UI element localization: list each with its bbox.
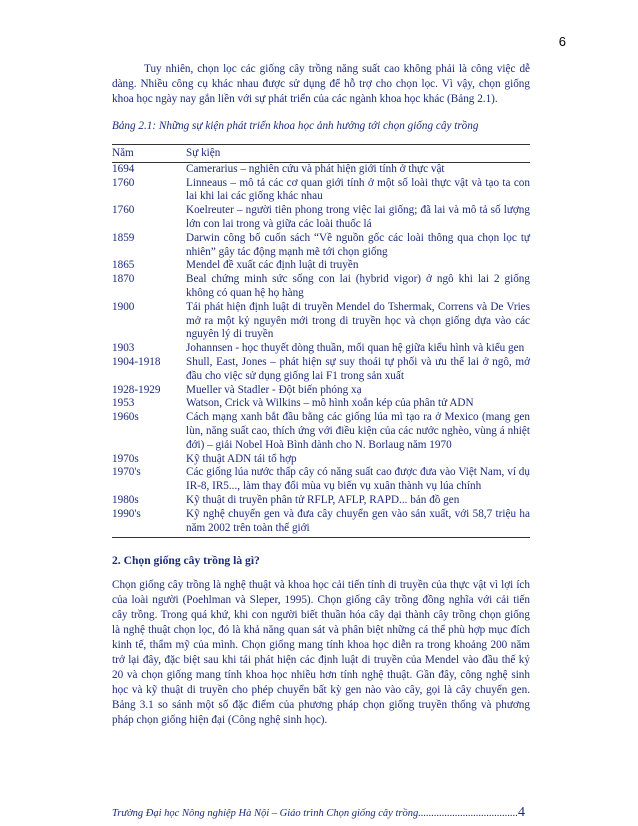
row-year: 1760 — [112, 176, 135, 189]
table-row — [112, 162, 530, 176]
row-year: 1859 — [112, 231, 135, 244]
row-event: Mueller và Stadler - Đột biến phóng xạ — [186, 383, 362, 396]
table-row — [112, 177, 530, 205]
row-event: Beal chứng minh sức sống con lai (hybrid vigor) ở ngô khi lai 2 giống không có quan hệ họ hàng — [186, 273, 530, 299]
header-year: Năm — [112, 145, 186, 163]
table-row — [112, 301, 530, 342]
header-event: Sự kiện — [186, 145, 530, 163]
table-body — [112, 162, 530, 538]
row-year: 1990's — [112, 508, 186, 538]
table-row — [112, 204, 530, 232]
row-event: Johannsen - học thuyết dòng thuần, mối quan hệ giữa kiểu hình và kiểu gen — [186, 342, 525, 355]
row-year: 1870 — [112, 273, 135, 286]
row-year: 1953 — [112, 397, 135, 410]
row-year: 1970s — [112, 452, 139, 465]
table-row — [112, 384, 530, 398]
row-year: 1980s — [112, 493, 139, 506]
table-caption: Bảng 2.1: Những sự kiện phát triển khoa học ảnh hưởng tới chọn giống cây trồng — [112, 120, 479, 132]
page-number: 6 — [558, 34, 566, 49]
row-year: 1865 — [112, 259, 135, 272]
row-year: 1903 — [112, 342, 135, 355]
events-table — [112, 144, 530, 538]
row-event: Mendel đề xuất các định luật di truyền — [186, 259, 359, 272]
row-event: Các giống lúa nước thấp cây có năng suất cao được đưa vào Việt Nam, ví dụ IR-8, IR5..., làm thay đổi mùa vụ biến vụ xuân thành vụ lúa chính — [186, 466, 530, 493]
row-event: Linneaus – mô tả các cơ quan giới tính ở một số loài thực vật và tạo ta con lai khi lai các giống khác nhau — [186, 176, 530, 203]
row-event: Kỹ thuật ADN tái tổ hợp — [186, 452, 297, 465]
table-row — [112, 508, 530, 538]
table-row — [112, 259, 530, 273]
page-content — [112, 62, 530, 728]
row-year: 1900 — [112, 300, 135, 313]
table-row — [112, 466, 530, 494]
footer — [112, 805, 525, 821]
row-event: Koelreuter – người tiên phong trong việc lai giống; đã lai và mô tả số lượng lớn con lai trong và giữa các loài thuốc lá — [186, 204, 530, 230]
table-row — [112, 494, 530, 508]
row-year: 1970's — [112, 466, 141, 479]
table-row — [112, 342, 530, 356]
table-row — [112, 356, 530, 384]
row-event: Watson, Crick và Wilkins – mô hình xoắn kép của phân tử ADN — [186, 397, 474, 410]
section-heading: 2. Chọn giống cây trồng là gì? — [112, 554, 260, 568]
row-event: Kỹ thuật di truyền phân tử RFLP, AFLP, RAPD... bản đồ gen — [186, 493, 460, 506]
footer-page-number: 4 — [517, 805, 525, 820]
row-year: 1960s — [112, 411, 139, 424]
table-header-row — [112, 145, 530, 163]
table-row — [112, 453, 530, 467]
section-paragraph: Chọn giống cây trồng là nghệ thuật và khoa học cải tiến tính di truyền của thực vật vì lợi ích của loài người (Poehlman và Sleper, 1995). Chọn giống cây trồng đồng nghĩa với cải tiến cây trồng. Trong quá khứ, khi con người biết thuần hóa cây dại thành cây trồng chọn giống là nghệ thuật chọn lọc, đó là khả năng quan sát và phân biệt những cá thể phù hợp mục đích kinh tế, thẩm mỹ của mình. Chọn giống mang tính khoa học diễn ra trong khoảng 200 năm trở lại đây, đặc biệt sau khi tái phát hiện các định luật di truyền của Mendel vào đầu thế kỷ 20 và chọn giống mang tính khoa học nhiều hơn tính nghệ thuật. Gần đây, công nghệ sinh học và kỹ thuật di truyền cho phép chuyển bất kỳ gen nào vào cây, gọi là cây chuyển gen. Bảng 3.1 so sánh một số đặc điểm của phương pháp chọn giống truyền thống và phương pháp chọn giống hiện đại (Công nghệ sinh học). — [112, 579, 530, 727]
table-row — [112, 232, 530, 260]
row-year: 1760 — [112, 204, 135, 217]
intro-paragraph: Tuy nhiên, chọn lọc các giống cây trồng năng suất cao không phải là công việc dễ dàng. Nhiều công cụ khác nhau được sử dụng để hỗ trợ cho chọn lọc. Vì vậy, chọn giống khoa học ngày nay gắn liền với sự phát triển của các ngành khoa học khác (Bảng 2.1). — [112, 63, 530, 105]
row-event: Darwin công bố cuốn sách “Về nguồn gốc các loài thông qua chọn lọc tự nhiên” gây tác động mạnh mẽ tới chọn giống — [186, 231, 530, 258]
row-event: Kỹ nghệ chuyển gen và đưa cây chuyển gen vào sản xuất, với 58,7 triệu ha năm 2002 trên toàn thế giới — [186, 508, 530, 538]
footer-text: Trường Đại học Nông nghiệp Hà Nội – Giáo trình Chọn giống cây trồng...................................... — [112, 808, 518, 819]
row-event: Camerarius – nghiên cứu và phát hiện giới tính ở thực vật — [186, 162, 445, 175]
row-event: Shull, East, Jones – phát hiện sự suy thoái tự phối và ưu thế lai ở ngô, mở đầu cho việc sử dụng giống lai F1 trong sản xuất — [186, 355, 530, 382]
row-event: Tái phát hiện định luật di truyền Mendel do Tshermak, Correns và De Vries mở ra một kỷ nguyên mới trong di truyền học và chọn giống dựa vào các nguyên lý di truyền — [186, 300, 530, 341]
row-year: 1904-1918 — [112, 355, 161, 368]
table-row — [112, 273, 530, 301]
table-row — [112, 397, 530, 411]
row-event: Cách mạng xanh bắt đầu bằng các giống lúa mì tạo ra ở Mexico (mang gen lùn, năng suất cao, thích ứng với điều kiện của các nước nghèo, vùng á nhiệt đới) – giải Nobel Hoà Bình dành cho N. Borlaug năm 1970 — [186, 411, 530, 451]
row-year: 1928-1929 — [112, 383, 161, 396]
row-year: 1694 — [112, 162, 135, 175]
table-row — [112, 411, 530, 452]
